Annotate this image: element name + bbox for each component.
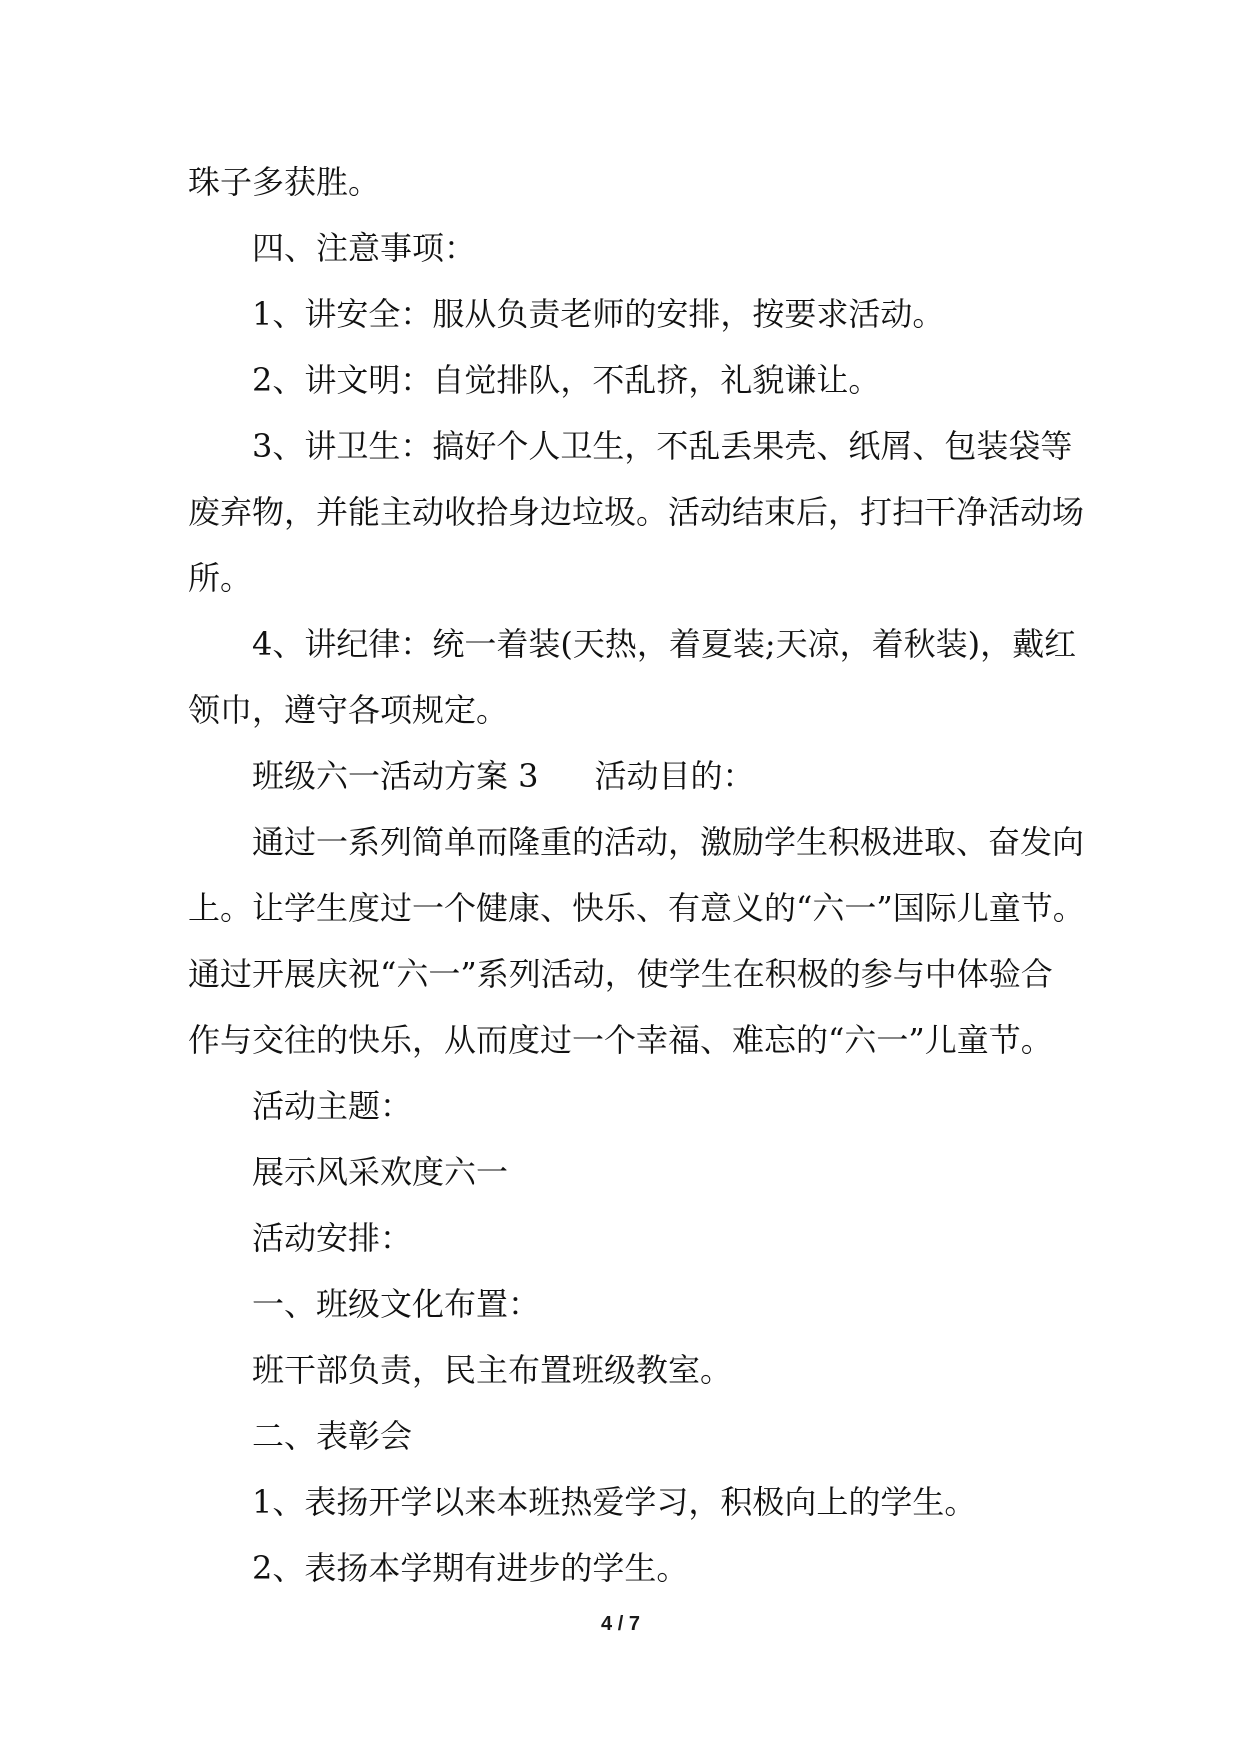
paragraph-line [188,678,1068,742]
section-title [188,744,1068,808]
list-item [188,1536,1068,1600]
section-heading [188,216,1068,280]
paragraph-line [188,150,1068,214]
line-text: 4、讲纪律：统一着装(天热，着夏装;天凉，着秋装)，戴红 [252,625,1077,663]
page-number: 4 / 7 [601,1613,640,1635]
line-text: 班干部负责，民主布置班级教室。 [252,1351,733,1389]
line-text: 四、注意事项： [252,229,477,267]
paragraph-line [188,810,1085,874]
line-text: 废弃物，并能主动收拾身边垃圾。活动结束后，打扫干净活动场 [188,493,1085,531]
list-item [188,414,1073,478]
line-text: 一、班级文化布置： [252,1285,541,1323]
line-text: 通过一系列简单而隆重的活动，激励学生积极进取、奋发向 [252,823,1085,861]
paragraph-line [188,876,1085,940]
line-text: 2、讲文明：自觉排队，不乱挤，礼貌谦让。 [252,361,881,399]
line-text: 2、表扬本学期有进步的学生。 [252,1549,689,1587]
subsection-heading [188,1074,1068,1138]
paragraph-line [188,546,1068,610]
line-text: 珠子多获胜。 [188,163,381,201]
line-text: 所。 [188,559,253,597]
line-text: 作与交往的快乐，从而度过一个幸福、难忘的“六一”儿童节。 [188,1021,1053,1059]
line-text: 二、表彰会 [252,1417,413,1455]
paragraph-line [188,1338,1068,1402]
line-text: 3、讲卫生：搞好个人卫生，不乱丢果壳、纸屑、包装袋等 [252,427,1073,465]
list-item [188,1470,1068,1534]
line-text: 1、讲安全：服从负责老师的安排，按要求活动。 [252,295,945,333]
line-text: 通过开展庆祝“六一”系列活动，使学生在积极的参与中体验合 [188,955,1053,993]
paragraph-line [188,942,1068,1006]
line-text: 领巾，遵守各项规定。 [188,691,509,729]
section-heading [188,1272,1068,1336]
line-text: 1、表扬开学以来本班热爱学习，积极向上的学生。 [252,1483,977,1521]
line-text: 活动主题： [252,1087,413,1125]
paragraph-line [188,1008,1068,1072]
subsection-heading: 活动目的： [594,757,755,795]
list-item [188,282,1068,346]
section-heading [188,1404,1068,1468]
subsection-heading [188,1206,1068,1270]
paragraph-line [188,480,1085,544]
plan-title: 班级六一活动方案 3 [252,757,539,795]
document-body [188,150,1085,1602]
line-text: 活动安排： [252,1219,413,1257]
list-item [188,612,1077,676]
paragraph-line [188,1140,1068,1204]
list-item [188,348,1068,412]
line-text: 展示风采欢度六一 [252,1153,509,1191]
line-text: 上。让学生度过一个健康、快乐、有意义的“六一”国际儿童节。 [188,889,1085,927]
